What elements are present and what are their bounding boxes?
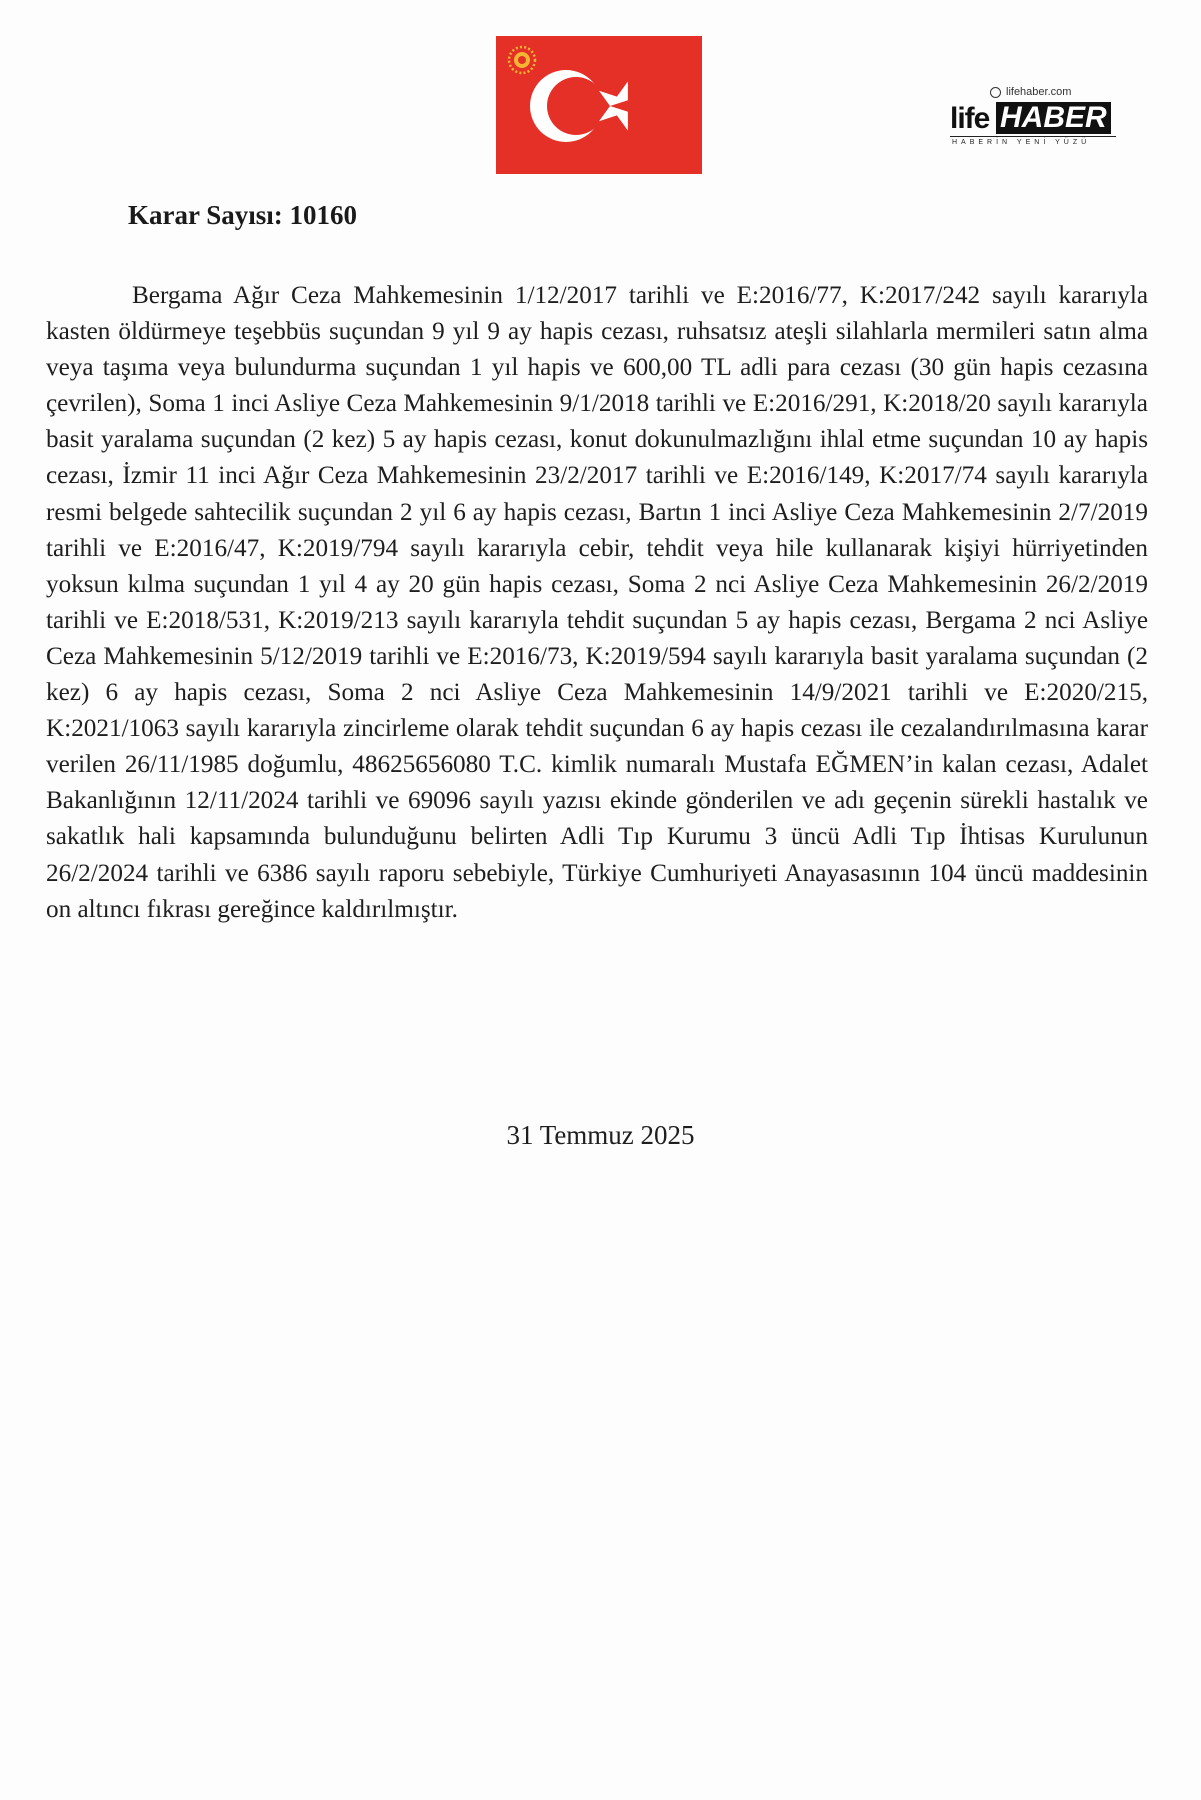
logo-divider: [950, 136, 1116, 137]
logo-brand-left: life: [950, 102, 990, 135]
flag-emblem: [496, 36, 702, 174]
decision-body: Bergama Ağır Ceza Mahkemesinin 1/12/2017 tarihli ve E:2016/77, K:2017/242 sayılı kararıyla kasten öldürmeye teşebbüs suçundan 9 yıl 9 ay hapis cezası, ruhsatsız ateşli silahlarla mermileri satın alma veya taşıma veya bulundurma suçundan 1 yıl hapis ve 600,00 TL adli para cezası (30 gün hapis cezasına çevrilen), Soma 1 inci Asliye Ceza Mahkemesinin 9/1/2018 tarihli ve E:2016/291, K:2018/20 sayılı kararıyla basit yaralama suçundan (2 kez) 5 ay hapis cezası, konut dokunulmazlığını ihlal etme suçundan 10 ay hapis cezası, İzmir 11 inci Ağır Ceza Mahkemesinin 23/2/2017 tarihli ve E:2016/149, K:2017/74 sayılı kararıyla resmi belgede sahtecilik suçundan 2 yıl 6 ay hapis cezası, Bartın 1 inci Asliye Ceza Mahkemesinin 2/7/2019 tarihli ve E:2016/47, K:2019/794 sayılı kararıyla cebir, tehdit veya hile kullanarak kişiyi hürriyetinden yoksun kılma suçundan 1 yıl 4 ay 20 gün hapis cezası, Soma 2 nci Asliye Ceza Mahkemesinin 26/2/2019 tarihli ve E:2018/531, K:2019/213 sayılı kararıyla tehdit suçundan 5 ay hapis cezası, Bergama 2 nci Asliye Ceza Mahkemesinin 5/12/2019 tarihli ve E:2016/73, K:2019/594 sayılı kararıyla basit yaralama suçundan (2 kez) 6 ay hapis cezası, Soma 2 nci Asliye Ceza Mahkemesinin 14/9/2021 tarihli ve E:2020/215, K:2021/1063 sayılı kararıyla zincirleme olarak tehdit suçundan 6 ay hapis cezası ile cezalandırılmasına karar verilen 26/11/1985 doğumlu, 48625656080 T.C. kimlik numaralı Mustafa EĞMEN’in kalan cezası, Adalet Bakanlığının 12/11/2024 tarihli ve 69096 sayılı yazısı ekinde gönderilen ve adı geçenin sürekli hastalık ve sakatlık hali kapsamında bulunduğunu belirten Adli Tıp Kurumu 3 üncü Adli Tıp İhtisas Kurulunun 26/2/2024 tarihli ve 6386 sayılı raporu sebebiyle, Türkiye Cumhuriyeti Anayasasının 104 üncü maddesinin on altıncı fıkrası gereğince kaldırılmıştır.: [46, 282, 1148, 923]
decision-number: Karar Sayısı: 10160: [128, 200, 357, 230]
lifehaber-logo: [950, 86, 1120, 156]
globe-icon: [990, 87, 1001, 98]
logo-tagline: HABERİN YENİ YÜZÜ: [952, 139, 1091, 146]
decision-date: 31 Temmuz 2025: [506, 1120, 695, 1150]
logo-brand-right: HABER: [996, 102, 1111, 134]
turkish-flag-icon: [496, 36, 702, 174]
logo-url: lifehaber.com: [1006, 86, 1072, 98]
